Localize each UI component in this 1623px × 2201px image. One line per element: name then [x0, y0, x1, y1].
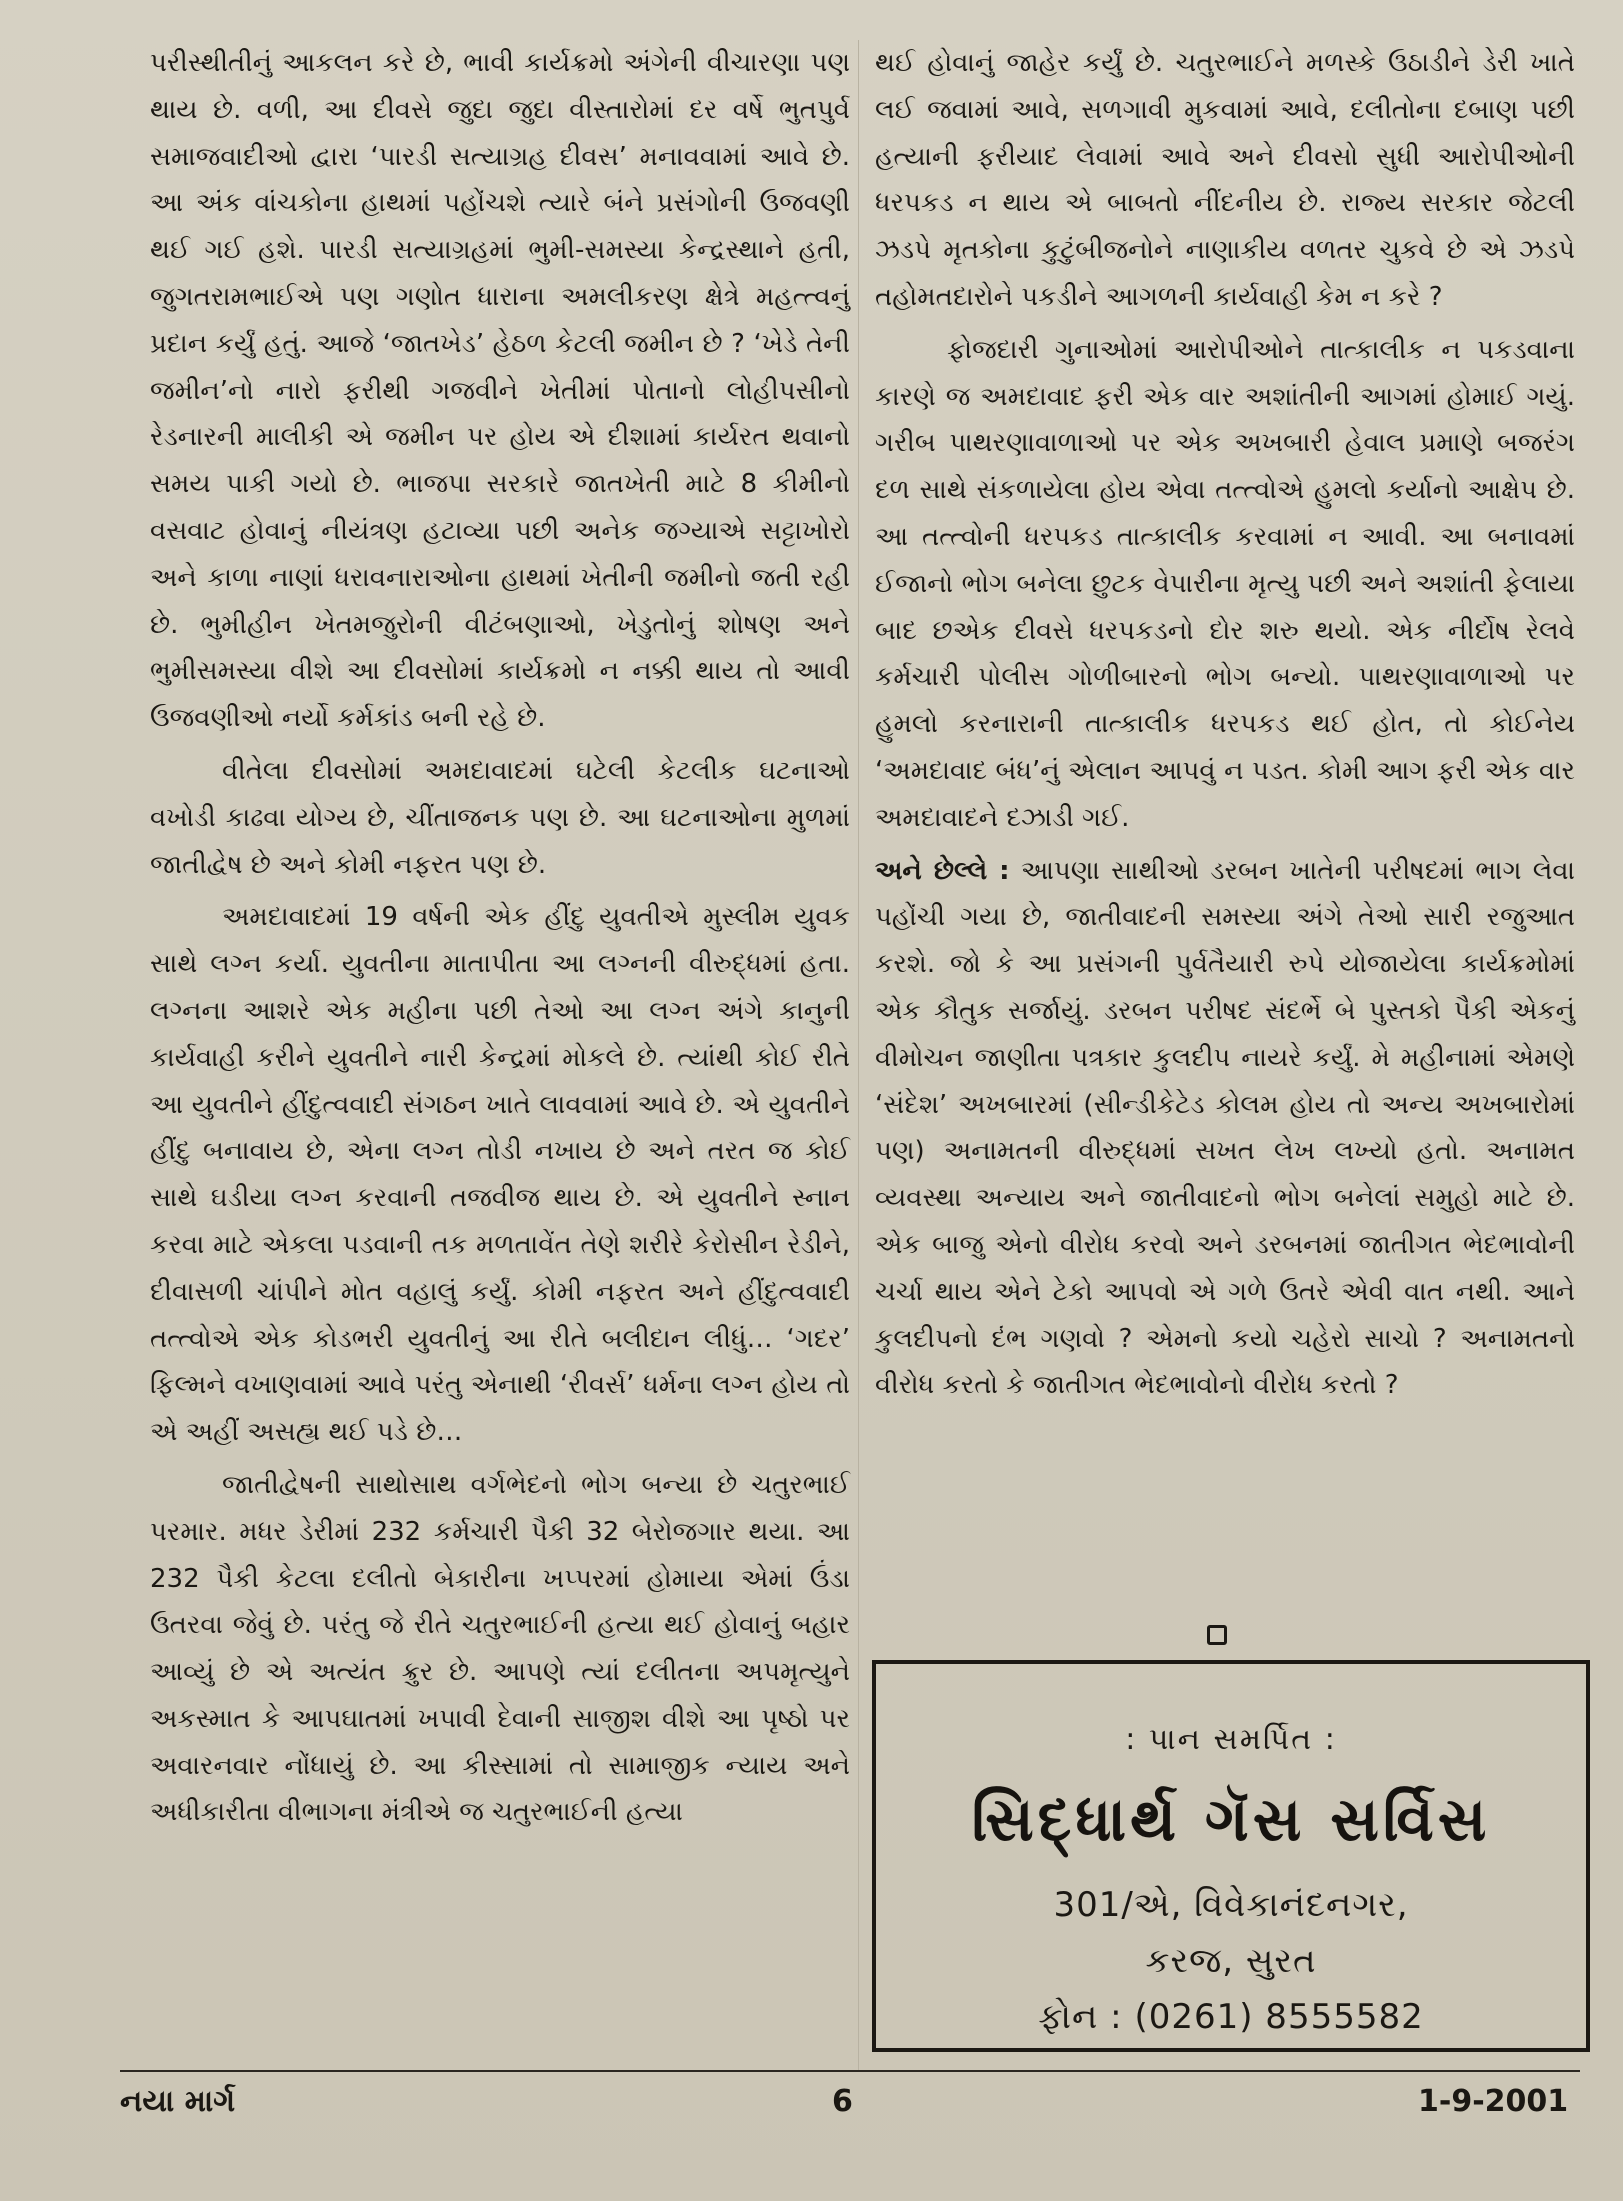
- ad-business-name: સિદ્ધાર્થ ગૅસ સર્વિસ: [971, 1785, 1491, 1855]
- column-divider: [858, 40, 859, 2070]
- closing-body: આપણા સાથીઓ ડરબન ખાતેની પરીષદમાં ભાગ લેવા પહોંચી ગયા છે, જાતીવાદની સમસ્યા અંગે તેઓ સારી રજુઆત કરશે. જો કે આ પ્રસંગની પુર્વતૈયારી રુપે યોજાયેલા કાર્યક્રમોમાં એક કૌતુક સર્જાયું. ડરબન પરીષદ સંદર્ભે બે પુસ્તકો પૈકી એકનું વીમોચન જાણીતા પત્રકાર કુલદીપ નાયરે કર્યું. મે મહીનામાં એમણે ‘સંદેશ’ અખબારમાં (સીન્ડીકેટેડ કોલમ હોય તો અન્ય અખબારોમાં પણ) અનામતની વીરુદ્ધમાં સખત લેખ લખ્યો હતો. અનામત વ્યવસ્થા અન્યાય અને જાતીવાદનો ભોગ બનેલાં સમુહો માટે છે. એક બાજુ એનો વીરોધ કરવો અને ડરબનમાં જાતીગત ભેદભાવોની ચર્ચા થાય એને ટેકો આપવો એ ગળે ઉતરે એવી વાત નથી. આને કુલદીપનો દંભ ગણવો ? એમનો કયો ચહેરો સાચો ? અનામતનો વીરોધ કરતો કે જાતીગત ભેદભાવોનો વીરોધ કરતો ?: [875, 855, 1575, 1401]
- end-square-icon: [1207, 1625, 1227, 1645]
- sponsor-ad-box: [872, 1660, 1590, 2052]
- left-column: [150, 40, 850, 1836]
- right-paragraph-1: થઈ હોવાનું જાહેર કર્યું છે. ચતુરભાઈને મળસ્કે ઉઠાડીને ડેરી ખાતે લઈ જવામાં આવે, સળગાવી મુકવામાં આવે, દલીતોના દબાણ પછી હત્યાની ફરીયાદ લેવામાં આવે અને દીવસો સુધી આરોપીઓની ધરપકડ ન થાય એ બાબતો નીંદનીય છે. રાજ્ય સરકાર જેટલી ઝડપે મૃતકોના કુટુંબીજનોને નાણાકીય વળતર ચુકવે છે એ ઝડપે તહોમતદારોને પકડીને આગળની કાર્યવાહી કેમ ન કરે ?: [875, 48, 1575, 312]
- ad-dedication: : પાન સમર્પિત :: [1125, 1722, 1337, 1757]
- page-number: 6: [832, 2084, 853, 2119]
- left-paragraph-1: પરીસ્થીતીનું આકલન કરે છે, ભાવી કાર્યક્રમો અંગેની વીચારણા પણ થાય છે. વળી, આ દીવસે જુદા જુદા વીસ્તારોમાં દર વર્ષે ભુતપુર્વ સમાજવાદીઓ દ્વારા ‘પારડી સત્યાગ્રહ દીવસ’ મનાવવામાં આવે છે. આ અંક વાંચકોના હાથમાં પહોંચશે ત્યારે બંને પ્રસંગોની ઉજવણી થઈ ગઈ હશે. પારડી સત્યાગ્રહમાં ભુમી-સમસ્યા કેન્દ્રસ્થાને હતી, જુગતરામભાઈએ પણ ગણોત ધારાના અમલીકરણ ક્ષેત્રે મહત્ત્વનું પ્રદાન કર્યું હતું. આજે ‘જાતખેડ’ હેઠળ કેટલી જમીન છે ? ‘ખેડે તેની જમીન’નો નારો ફરીથી ગજવીને ખેતીમાં પોતાનો લોહીપસીનો રેડનારની માલીકી એ જમીન પર હોય એ દીશામાં કાર્યરત થવાનો સમય પાકી ગયો છે. ભાજપા સરકારે જાતખેતી માટે 8 કીમીનો વસવાટ હોવાનું નીયંત્રણ હટાવ્યા પછી અનેક જગ્યાએ સટ્ટાખોરો અને કાળા નાણાં ધરાવનારાઓના હાથમાં ખેતીની જમીનો જતી રહી છે. ભુમીહીન ખેતમજુરોની વીટંબણાઓ, ખેડુતોનું શોષણ અને ભુમીસમસ્યા વીશે આ દીવસોમાં કાર્યક્રમો ન નક્કી થાય તો આવી ઉજવણીઓ નર્યો કર્મકાંડ બની રહે છે.: [150, 48, 850, 734]
- ad-phone: ફોન : (0261) 8555582: [1038, 1997, 1424, 2037]
- ad-address-line-1: 301/એ, વિવેકાનંદનગર,: [1053, 1885, 1409, 1925]
- left-paragraph-2: વીતેલા દીવસોમાં અમદાવાદમાં ઘટેલી કેટલીક ઘટનાઓ વખોડી કાઢવા યોગ્ય છે, ચીંતાજનક પણ છે. આ ઘટનાઓના મુળમાં જાતીદ્વેષ છે અને કોમી નફરત પણ છે.: [150, 755, 850, 880]
- left-paragraph-3: અમદાવાદમાં 19 વર્ષની એક હીંદુ યુવતીએ મુસ્લીમ યુવક સાથે લગ્ન કર્યા. યુવતીના માતાપીતા આ લગ્નની વીરુદ્ધમાં હતા. લગ્નના આશરે એક મહીના પછી તેઓ આ લગ્ન અંગે કાનુની કાર્યવાહી કરીને યુવતીને નારી કેન્દ્રમાં મોકલે છે. ત્યાંથી કોઈ રીતે આ યુવતીને હીંદુત્વવાદી સંગઠન ખાતે લાવવામાં આવે છે. એ યુવતીને હીંદુ બનાવાય છે, એના લગ્ન તોડી નખાય છે અને તરત જ કોઈ સાથે ઘડીયા લગ્ન કરવાની તજવીજ થાય છે. એ યુવતીને સ્નાન કરવા માટે એકલા પડવાની તક મળતાવેંત તેણે શરીરે કેરોસીન રેડીને, દીવાસળી ચાંપીને મોત વહાલું કર્યું. કોમી નફરત અને હીંદુત્વવાદી તત્ત્વોએ એક કોડભરી યુવતીનું આ રીતે બલીદાન લીધું… ‘ગદર’ ફિલ્મને વખાણવામાં આવે પરંતુ એનાથી ‘રીવર્સ’ ધર્મના લગ્ન હોય તો એ અહીં અસહ્ય થઈ પડે છે…: [150, 902, 850, 1448]
- ad-address-line-2: કરજ, સુરત: [1145, 1941, 1317, 1981]
- right-paragraph-2: ફોજદારી ગુનાઓમાં આરોપીઓને તાત્કાલીક ન પકડવાના કારણે જ અમદાવાદ ફરી એક વાર અશાંતીની આગમાં હોમાઈ ગયું. ગરીબ પાથરણાવાળાઓ પર એક અખબારી હેવાલ પ્રમાણે બજરંગ દળ સાથે સંકળાયેલા હોય એવા તત્ત્વોએ હુમલો કર્યાનો આક્ષેપ છે. આ તત્ત્વોની ધરપકડ તાત્કાલીક કરવામાં ન આવી. આ બનાવમાં ઈજાનો ભોગ બનેલા છુટક વેપારીના મૃત્યુ પછી અને અશાંતી ફેલાયા બાદ છએક દીવસે ધરપકડનો દોર શરુ થયો. એક નીર્દોષ રેલવે કર્મચારી પોલીસ ગોળીબારનો ભોગ બન્યો. પાથરણાવાળાઓ પર હુમલો કરનારાની તાત્કાલીક ધરપકડ થઈ હોત, તો કોઈનેય ‘અમદાવાદ બંધ’નું એલાન આપવું ન પડત. કોમી આગ ફરી એક વાર અમદાવાદને દઝાડી ગઈ.: [875, 334, 1575, 833]
- right-column: [875, 40, 1575, 1409]
- magazine-name: નયા માર્ગ: [120, 2084, 236, 2119]
- right-paragraph-3: [875, 848, 1575, 1410]
- footer-rule: [120, 2070, 1580, 2072]
- issue-date: 1-9-2001: [1418, 2084, 1569, 2119]
- closing-lead: અને છેલ્લે :: [875, 855, 1010, 886]
- left-paragraph-4: જાતીદ્વેષની સાથોસાથ વર્ગભેદનો ભોગ બન્યા છે ચતુરભાઈ પરમાર. મધર ડેરીમાં 232 કર્મચારી પૈકી 32 બેરોજગાર થયા. આ 232 પૈકી કેટલા દલીતો બેકારીના ખપ્પરમાં હોમાયા એમાં ઉંડા ઉતરવા જેવું છે. પરંતુ જે રીતે ચતુરભાઈની હત્યા થઈ હોવાનું બહાર આવ્યું છે એ અત્યંત ક્રુર છે. આપણે ત્યાં દલીતના અપમૃત્યુને અકસ્માત કે આપઘાતમાં ખપાવી દેવાની સાજીશ વીશે આ પૃષ્ઠો પર અવારનવાર નોંધાયું છે. આ કીસ્સામાં તો સામાજીક ન્યાય અને અધીકારીતા વીભાગના મંત્રીએ જ ચતુરભાઈની હત્યા: [150, 1469, 850, 1828]
